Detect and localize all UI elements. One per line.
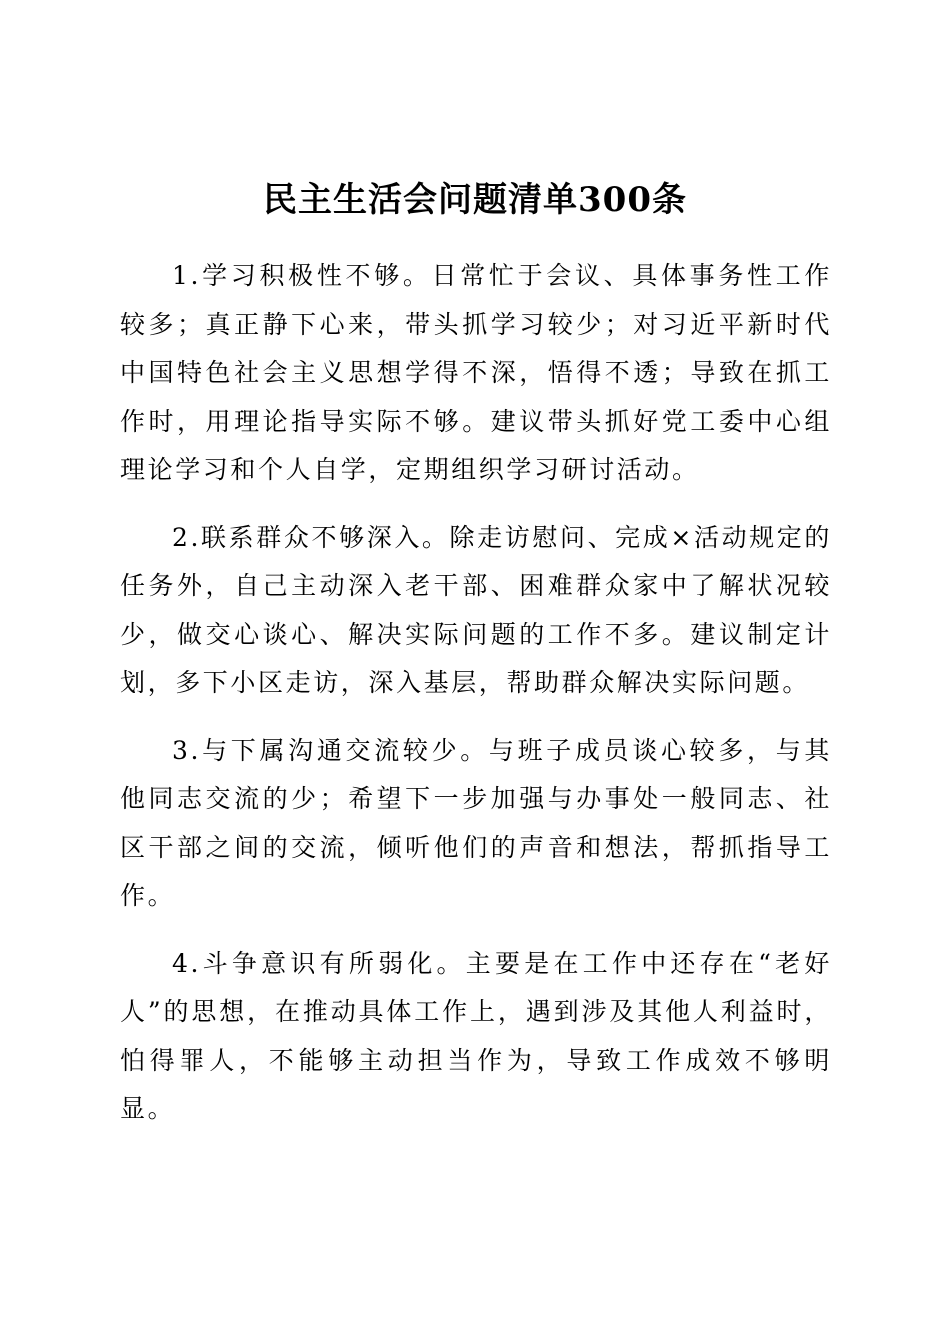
paragraph-1: 1.学习积极性不够。日常忙于会议、具体事务性工作较多；真正静下心来，带头抓学习较少；对习近平新时代中国特色社会主义思想学得不深，悟得不透；导致在抓工作时，用理论指导实际不够。建议带头抓好党工委中心组理论学习和个人自学，定期组织学习研讨活动。 — [120, 261, 832, 484]
document-body — [120, 252, 832, 1153]
paragraph-2: 2.联系群众不够深入。除走访慰问、完成×活动规定的任务外，自己主动深入老干部、困难群众家中了解状况较少，做交心谈心、解决实际问题的工作不多。建议制定计划，多下小区走访，深入基层，帮助群众解决实际问题。 — [120, 522, 832, 697]
paragraph-3: 3.与下属沟通交流较少。与班子成员谈心较多，与其他同志交流的少；希望下一步加强与办事处一般同志、社区干部之间的交流，倾听他们的声音和想法，帮抓指导工作。 — [120, 735, 832, 910]
paragraph-4: 4.斗争意识有所弱化。主要是在工作中还存在“老好人”的思想，在推动具体工作上，遇到涉及其他人利益时，怕得罪人，不能够主动担当作为，导致工作成效不够明显。 — [120, 948, 832, 1123]
document-title: 民主生活会问题清单300条 — [263, 180, 687, 220]
